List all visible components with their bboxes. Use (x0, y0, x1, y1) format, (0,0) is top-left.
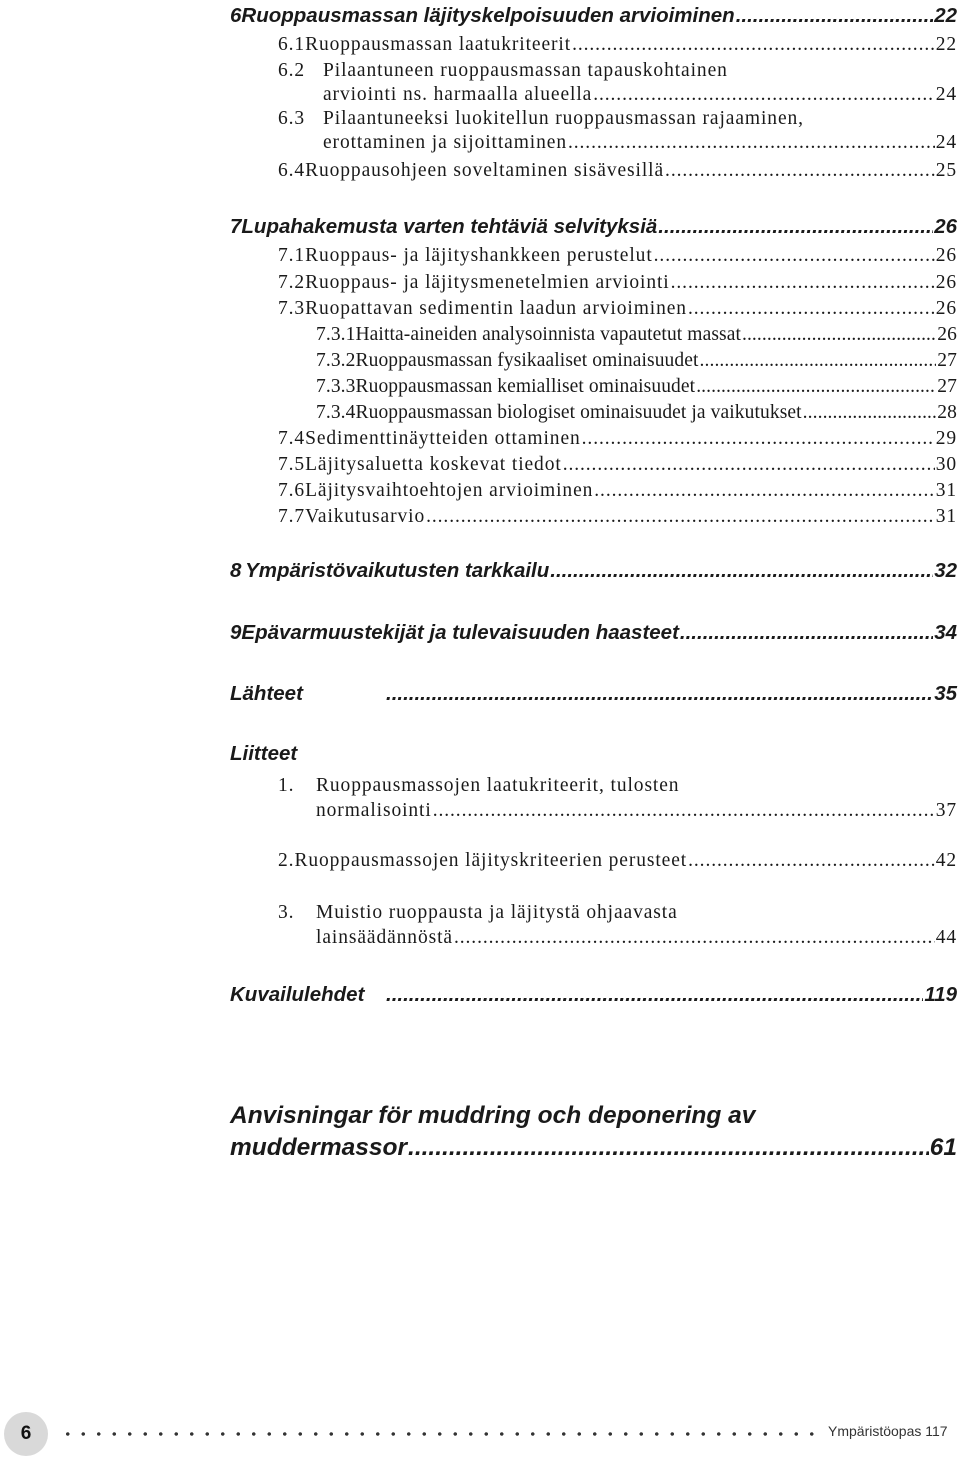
toc-entry-page: 34 (934, 620, 957, 644)
page-number: 6 (20, 1423, 32, 1444)
toc-entry (230, 621, 957, 646)
toc-entry-number: 7.3.4 (316, 402, 356, 424)
toc-entry (230, 215, 957, 240)
toc-entry-number: 3. (278, 902, 295, 924)
toc-entry (278, 34, 957, 57)
toc-entry (278, 272, 957, 295)
toc-entry (230, 983, 957, 1008)
toc-entry (278, 480, 957, 503)
toc-entry-title: Sedimenttinäytteiden ottaminen (305, 428, 581, 450)
toc-entry-number: 7.3.3 (316, 376, 356, 398)
toc-entry-title: Vaikutusarvio (305, 506, 426, 528)
toc-entry-title: Ympäristövaikutusten tarkkailu (245, 558, 550, 582)
toc-entry-page: 31 (935, 506, 957, 528)
toc-entry-page: 31 (935, 480, 957, 502)
toc-entry (278, 902, 678, 925)
toc-entry-title: Anvisningar för muddring och deponering av (230, 1101, 756, 1129)
toc-entry-page: 27 (937, 376, 957, 398)
toc-entry (316, 927, 957, 950)
toc-entry-title: Ruoppausmassan laatukriteerit (305, 34, 572, 56)
dot-leader (563, 454, 935, 476)
dot-leader (408, 1134, 929, 1162)
toc-entry (316, 350, 957, 373)
toc-entry-number: 6.3 (278, 108, 306, 130)
toc-entry (278, 850, 957, 873)
dot-leader (454, 927, 935, 949)
toc-entry-number: 7.3.2 (316, 350, 356, 372)
toc-entry-page: 26 (937, 324, 957, 346)
toc-entry-title: Epävarmuustekijät ja tulevaisuuden haasteet (241, 620, 679, 644)
footer-dotted-rule (60, 1431, 815, 1437)
toc-entry-title: Haitta-aineiden analysoinnista vapautetut massat (355, 324, 741, 346)
toc-entry-title: Liitteet (230, 741, 298, 765)
toc-entry (278, 108, 804, 131)
toc-entry-page: 26 (934, 214, 957, 238)
dot-leader (386, 682, 933, 706)
dot-leader (680, 621, 933, 645)
toc-entry-page: 22 (935, 34, 957, 56)
dot-leader (696, 376, 936, 398)
toc-entry-page: 44 (935, 927, 957, 949)
toc-entry (230, 4, 957, 29)
toc-entry-number: 7.7 (278, 506, 306, 528)
toc-entry-page: 30 (935, 454, 957, 476)
dot-leader (803, 402, 937, 424)
toc-entry (230, 742, 297, 767)
publication-name: Ympäristöopas 117 (828, 1423, 948, 1439)
toc-entry-number: 7.5 (278, 454, 306, 476)
toc-entry-title: Ruoppausmassan fysikaaliset ominaisuudet (355, 350, 699, 372)
toc-entry-title: Ruoppausmassan läjityskelpoisuuden arvioiminen (241, 3, 735, 27)
toc-entry-number: 7.6 (278, 480, 306, 502)
dot-leader (742, 324, 936, 346)
toc-entry-number: 2. (278, 850, 295, 872)
toc-entry-title: normalisointi (316, 800, 432, 822)
toc-entry-number: 6.1 (278, 34, 306, 56)
toc-entry (230, 1102, 755, 1131)
toc-entry-title: Ruoppaus- ja läjitysmenetelmien arviointi (305, 272, 670, 294)
toc-entry (230, 559, 957, 584)
dot-leader (688, 850, 935, 872)
toc-entry-title: muddermassor (230, 1133, 408, 1161)
toc-entry-page: 26 (935, 272, 957, 294)
toc-entry-title: lainsäädännöstä (316, 927, 453, 949)
toc-entry-title: Ruopattavan sedimentin laadun arvioiminen (305, 298, 687, 320)
toc-entry-page: 25 (935, 160, 957, 182)
toc-entry-number: 7 (230, 214, 242, 238)
toc-entry-page: 26 (935, 245, 957, 267)
toc-entry (316, 800, 957, 823)
dot-leader (426, 506, 935, 528)
toc-entry-number: 7.1 (278, 245, 306, 267)
toc-entry (278, 454, 957, 477)
toc-entry-page: 119 (924, 982, 957, 1006)
toc-entry-title: Muistio ruoppausta ja läjitystä ohjaavasta (316, 902, 678, 924)
toc-entry (230, 682, 957, 707)
dot-leader (572, 34, 935, 56)
toc-entry-title: Kuvailulehdet (230, 982, 365, 1006)
toc-entry (323, 84, 957, 107)
toc-entry (316, 402, 957, 425)
toc-entry (278, 160, 957, 183)
toc-entry-title: Ruoppausmassan biologiset ominaisuudet ja vaikutukset (355, 402, 802, 424)
toc-entry (278, 60, 728, 83)
dot-leader (658, 215, 933, 239)
dot-leader (654, 245, 935, 267)
toc-entry (278, 506, 957, 529)
toc-entry-title: Lähteet (230, 681, 303, 705)
toc-entry-page: 35 (934, 681, 957, 705)
toc-entry-title: Ruoppausmassan kemialliset ominaisuudet (355, 376, 696, 398)
toc-entry-title: Lupahakemusta varten tehtäviä selvityksiä (241, 214, 658, 238)
toc-entry (316, 324, 957, 347)
toc-entry-number: 7.3 (278, 298, 306, 320)
toc-entry (278, 298, 957, 321)
toc-entry-page: 29 (935, 428, 957, 450)
toc-entry-page: 32 (934, 558, 957, 582)
toc-entry-page: 28 (937, 402, 957, 424)
dot-leader (665, 160, 935, 182)
dot-leader (550, 559, 933, 583)
toc-entry-page: 26 (935, 298, 957, 320)
toc-entry-page: 24 (935, 132, 957, 154)
page-number-badge (4, 1412, 48, 1456)
toc-entry-title: Pilaantuneen ruoppausmassan tapauskohtainen (323, 60, 728, 82)
toc-entry (316, 376, 957, 399)
toc-entry-title: Läjitysvaihtoehtojen arvioiminen (305, 480, 594, 502)
toc-entry-title: Ruoppausmassojen laatukriteerit, tulosten (316, 775, 680, 797)
toc-entry-title: arviointi ns. harmaalla alueella (323, 84, 593, 106)
dot-leader (386, 983, 923, 1007)
toc-entry-page: 24 (935, 84, 957, 106)
toc-entry (278, 428, 957, 451)
dot-leader (582, 428, 935, 450)
toc-entry-title: erottaminen ja sijoittaminen (323, 132, 567, 154)
toc-entry-page: 37 (935, 800, 957, 822)
toc-entry-title: Ruoppausohjeen soveltaminen sisävesillä (305, 160, 665, 182)
toc-entry-number: 6 (230, 3, 242, 27)
dot-leader (671, 272, 935, 294)
dot-leader (433, 800, 935, 822)
toc-entry-page: 22 (934, 3, 957, 27)
toc-entry (278, 245, 957, 268)
toc-entry-title: Ruoppaus- ja läjityshankkeen perustelut (305, 245, 653, 267)
toc-entry-title: Pilaantuneeksi luokitellun ruoppausmassan rajaaminen, (323, 108, 804, 130)
toc-entry (230, 1134, 957, 1163)
dot-leader (593, 84, 934, 106)
dot-leader (700, 350, 937, 372)
toc-entry-number: 6.4 (278, 160, 306, 182)
toc-entry-number: 1. (278, 775, 295, 797)
toc-entry-page: 42 (935, 850, 957, 872)
dot-leader (736, 4, 934, 28)
toc-entry-title: Ruoppausmassojen läjityskriteerien perusteet (294, 850, 688, 872)
toc-entry (278, 775, 679, 798)
toc-entry-number: 7.2 (278, 272, 306, 294)
toc-entry-title: Läjitysaluetta koskevat tiedot (305, 454, 562, 476)
dot-leader (594, 480, 934, 502)
toc-entry-number: 7.4 (278, 428, 306, 450)
toc-entry-number: 8 (230, 558, 242, 582)
toc-entry (323, 132, 957, 155)
dot-leader (688, 298, 935, 320)
toc-entry-number: 6.2 (278, 60, 306, 82)
toc-entry-page: 61 (929, 1133, 957, 1161)
toc-entry-number: 7.3.1 (316, 324, 356, 346)
toc-entry-page: 27 (937, 350, 957, 372)
dot-leader (568, 132, 935, 154)
toc-entry-number: 9 (230, 620, 242, 644)
